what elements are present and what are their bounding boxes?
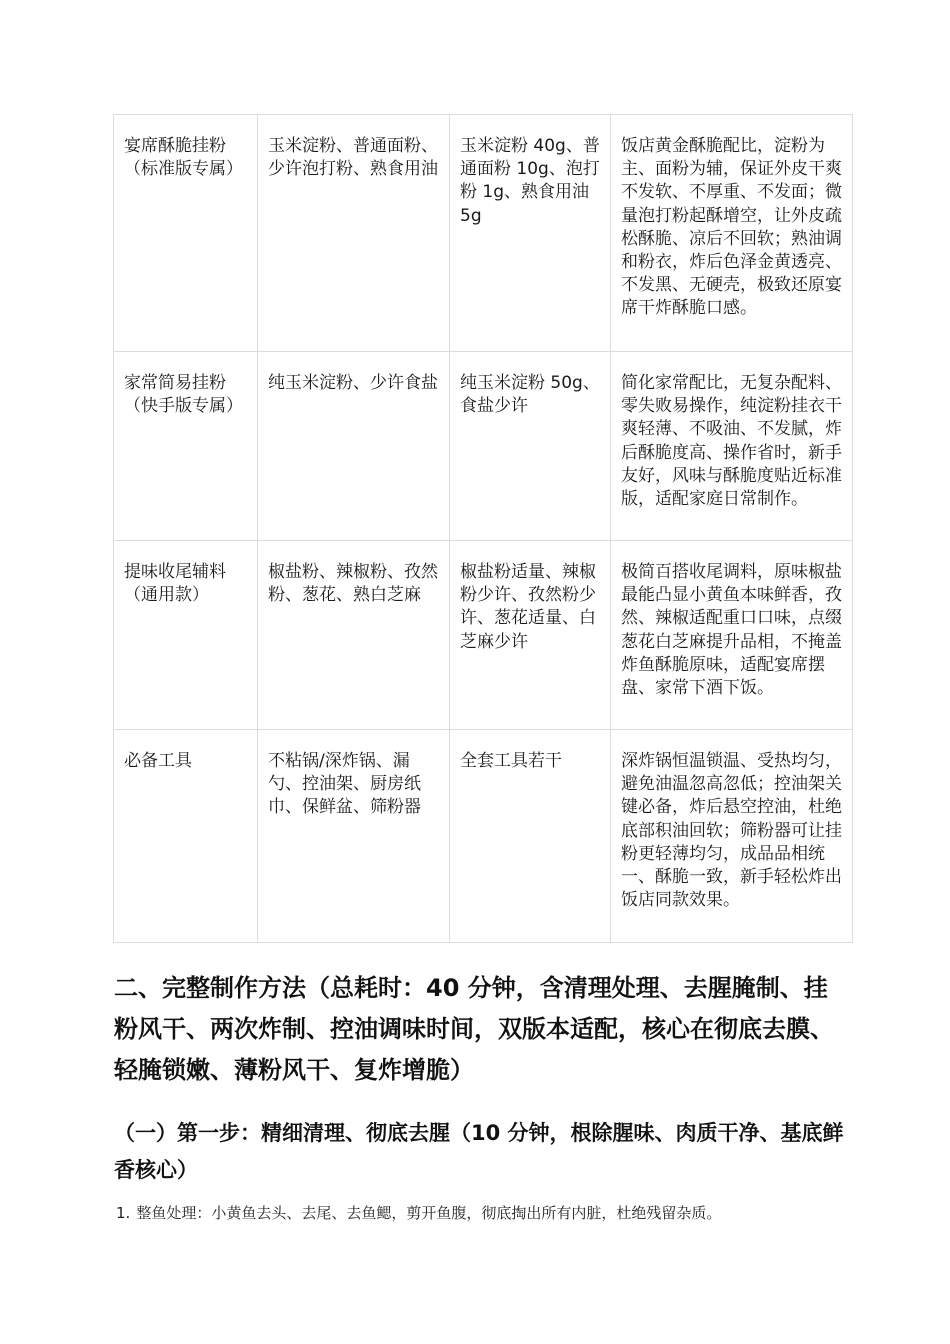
table-cell-note: 简化家常配比，无复杂配料、零失败易操作，纯淀粉挂衣干爽轻薄、不吸油、不发腻，炸后酥脆度高、操作省时，新手友好，风味与酥脆度贴近标准版，适配家庭日常制作。 (611, 352, 853, 541)
table-cell-ingredients: 玉米淀粉、普通面粉、少许泡打粉、熟食用油 (258, 115, 450, 352)
table-cell-ingredients: 纯玉米淀粉、少许食盐 (258, 352, 450, 541)
table-cell-note: 深炸锅恒温锁温、受热均匀，避免油温忽高忽低；控油架关键必备，炸后悬空控油，杜绝底部积油回软；筛粉器可让挂粉更轻薄均匀，成品品相统一、酥脆一致，新手轻松炸出饭店同款效果。 (611, 730, 853, 943)
table-cell-note: 极简百搭收尾调料，原味椒盐最能凸显小黄鱼本味鲜香，孜然、辣椒适配重口口味，点缀葱花白芝麻提升品相，不掩盖炸鱼酥脆原味，适配宴席摆盘、家常下酒下饭。 (611, 541, 853, 730)
table-cell-amount: 玉米淀粉 40g、普通面粉 10g、泡打粉 1g、熟食用油 5g (450, 115, 611, 352)
subsection-heading: （一）第一步：精细清理、彻底去腥（10 分钟，根除腥味、肉质干净、基底鲜香核心） (114, 1121, 844, 1182)
table-cell-note: 饭店黄金酥脆配比，淀粉为主、面粉为辅，保证外皮干爽不发软、不厚重、不发面；微量泡打粉起酥增空，让外皮疏松酥脆、凉后不回软；熟油调和粉衣，炸后色泽金黄透亮、不发黑、无硬壳，极致还原宴席干炸酥脆口感。 (611, 115, 853, 352)
table-row (114, 115, 853, 352)
table-cell-amount: 纯玉米淀粉 50g、食盐少许 (450, 352, 611, 541)
list-item-number: 1. (116, 1204, 131, 1222)
table-cell-amount: 全套工具若干 (450, 730, 611, 943)
table-cell-name: 必备工具 (114, 730, 258, 943)
table-row (114, 541, 853, 730)
table-row (114, 730, 853, 943)
table-cell-ingredients: 椒盐粉、辣椒粉、孜然粉、葱花、熟白芝麻 (258, 541, 450, 730)
table-row (114, 352, 853, 541)
list-item-text: 整鱼处理：小黄鱼去头、去尾、去鱼鳃，剪开鱼腹，彻底掏出所有内脏，杜绝残留杂质。 (136, 1204, 722, 1222)
table-cell-ingredients: 不粘锅/深炸锅、漏勺、控油架、厨房纸巾、保鲜盆、筛粉器 (258, 730, 450, 943)
list-item (116, 1199, 856, 1227)
table-cell-amount: 椒盐粉适量、辣椒粉少许、孜然粉少许、葱花适量、白芝麻少许 (450, 541, 611, 730)
table-cell-name: 宴席酥脆挂粉（标准版专属） (114, 115, 258, 352)
ingredients-table (113, 114, 853, 943)
table-cell-name: 提味收尾辅料（通用款） (114, 541, 258, 730)
section-heading: 二、完整制作方法（总耗时：40 分钟，含清理处理、去腥腌制、挂粉风干、两次炸制、控油调味时间，双版本适配，核心在彻底去膜、轻腌锁嫩、薄粉风干、复炸增脆） (114, 974, 834, 1084)
table-cell-name: 家常简易挂粉（快手版专属） (114, 352, 258, 541)
